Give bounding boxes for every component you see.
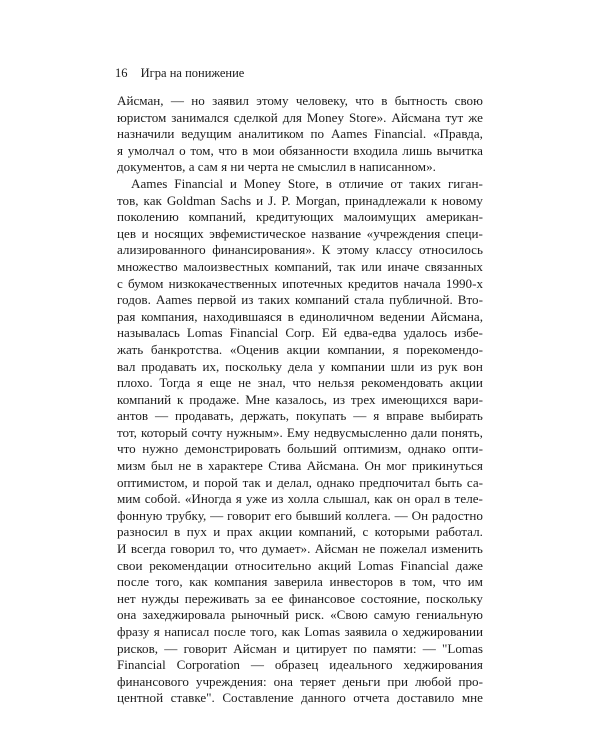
text-line: тот, который сочту нужным». Ему недвусмысленно дали понять, — [117, 424, 483, 440]
text-line: вал продавать их, поскольку дела у компании шли из рук вон — [117, 358, 483, 374]
text-line: после того, как компания заверила инвесторов в том, что им — [117, 574, 483, 590]
text-line: фразу я написал после того, как Lomas заявила о хеджировании — [117, 624, 483, 639]
text-line: Financial Corporation — образец идеального хеджирования — [117, 657, 483, 673]
text-line: с бумом низкокачественных ипотечных кредитов начала 1990-х — [117, 275, 483, 291]
text-line: что нужно демонстрировать больший оптимизм, однако опти- — [117, 441, 483, 457]
text-line: Aames Financial и Money Store, в отличие от таких гиган- — [131, 175, 483, 191]
text-line: множество малоизвестных компаний, так или иначе связанных — [117, 258, 483, 274]
text-line: рая компания, находившаяся в единоличном ведении Айсмана, — [117, 308, 483, 324]
text-line: называлась Lomas Financial Corp. Ей едва-едва удалось избе- — [117, 325, 483, 341]
text-line: нет нужды переживать за ее финансовое состояние, поскольку — [117, 590, 483, 606]
text-line: мим собой. «Иногда я уже из холла слышал, как он орал в теле- — [117, 491, 483, 507]
text-line: свои рекомендации относительно акций Lomas Financial даже — [117, 557, 483, 573]
text-line: И всегда говорил то, что думает». Айсман не пожелал изменить — [117, 541, 483, 557]
text-line: поколению компаний, кредитующих малоимущих американ- — [117, 209, 483, 225]
text-line: цев и носящих эвфемистическое название «учреждения специ- — [117, 225, 483, 241]
text-line: годов. Aames первой из таких компаний стала публичной. Вто- — [117, 292, 483, 308]
text-line: плохо. Тогда я еще не знал, что нельзя рекомендовать акции — [117, 375, 483, 391]
text-line: Айсман, — но заявил этому человеку, что в бытность свою — [117, 93, 483, 108]
text-line: антов — продавать, держать, покупать — я вправе выбирать — [117, 408, 483, 424]
text-line: документов, а сам я ни черта не смыслил в написанном». — [117, 159, 436, 175]
text-line: финансового учреждения: она теряет деньги при любой про- — [117, 673, 483, 689]
text-line: я умолчал о том, что в мои обязанности входила лишь вычитка — [117, 142, 483, 158]
text-line: фонную трубку, — говорит его бывший коллега. — Он радостно — [117, 507, 483, 523]
text-line: разносил в пух и прах акции компаний, с которыми работал. — [117, 524, 483, 540]
text-line: юристом занимался сделкой для Money Store». Айсмана тут же — [117, 109, 483, 125]
text-line: компаний к продаже. Мне казалось, из трех имеющихся вари- — [117, 391, 483, 407]
text-line: рисков, — говорит Айсман и цитирует по памяти: — "Lomas — [117, 640, 483, 656]
page-number: 16 — [115, 66, 128, 80]
text-line: центной ставке". Составление данного отчета доставило мне — [117, 690, 483, 706]
text-line: жать банкротства. «Оценив акции компании, я порекомендо- — [117, 341, 483, 357]
text-line: ализированного финансирования». К этому классу относилось — [117, 242, 483, 258]
body-text — [117, 93, 483, 707]
running-head-title: Игра на понижение — [140, 66, 245, 80]
running-head — [115, 66, 244, 81]
text-line: она захеджировала рыночный риск. «Свою самую гениальную — [117, 607, 483, 623]
text-line: оптимистом, и порой так и делал, однако предпочитал быть са- — [117, 474, 483, 490]
text-line: тов, как Goldman Sachs и J. P. Morgan, принадлежали к новому — [117, 192, 483, 208]
text-line: мизм был не в характере Стива Айсмана. Он мог прикинуться — [117, 458, 483, 474]
text-line: назначили ведущим аналитиком по Aames Financial. «Правда, — [117, 126, 483, 142]
